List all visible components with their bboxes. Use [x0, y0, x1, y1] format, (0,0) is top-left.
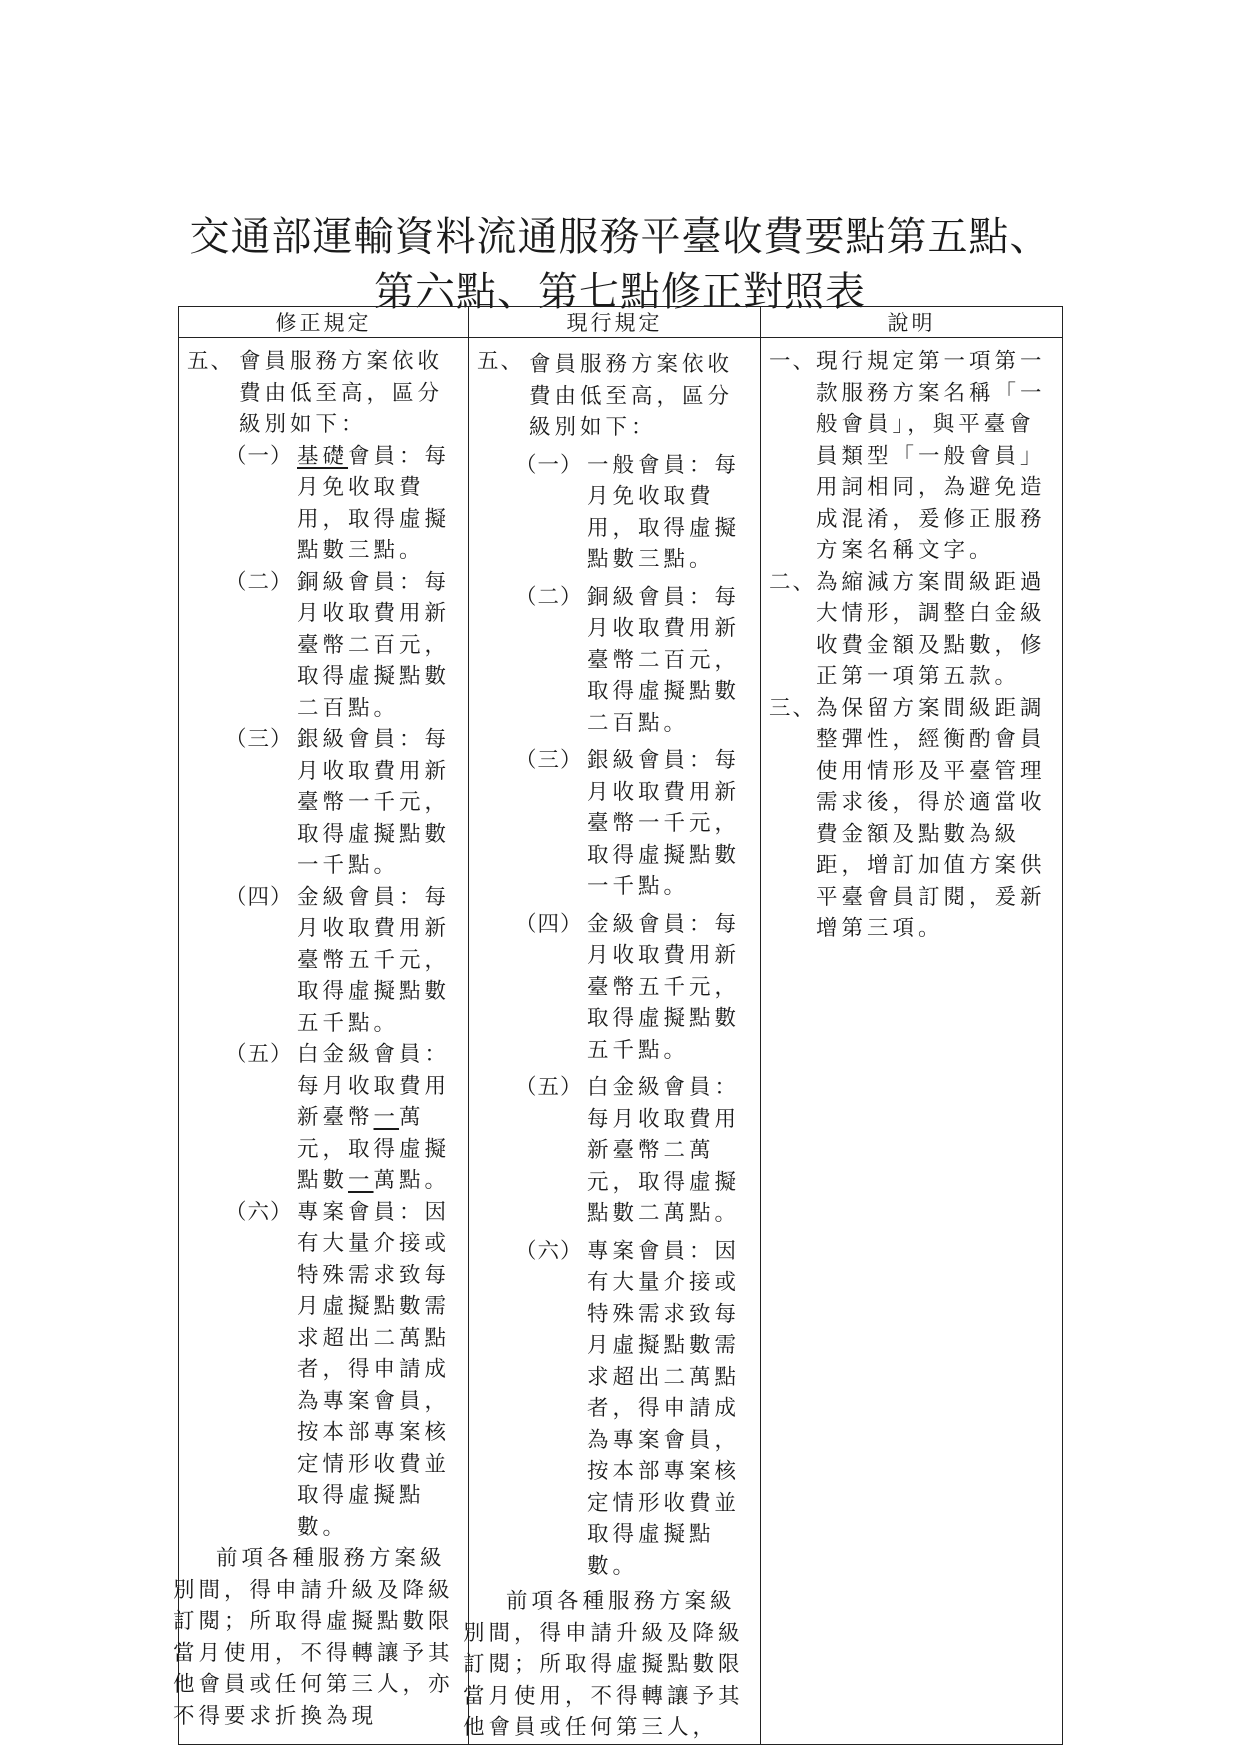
current-item — [515, 745, 750, 903]
amended-item-text — [297, 882, 458, 1040]
amended-item — [225, 567, 458, 725]
amended-item-text — [297, 1039, 458, 1197]
explanation-note-text: 為縮減方案間級距過大情形，調整白金級收費金額及點數，修正第一項第五款。 — [816, 569, 1046, 689]
document-title-line-2: 第六點、第七點修正對照表 — [374, 269, 866, 315]
current-item-text: 白金級會員：每月收取費用新臺幣二萬元，取得虛擬點數二萬點。 — [587, 1075, 741, 1226]
amended-item-text — [297, 724, 458, 882]
amended-item-number: （一） — [225, 443, 293, 469]
explanation-note-text: 為保留方案間級距調整彈性，經衡酌會員使用情形及平臺管理需求後，得於適當收費金額及點數為級距，增訂加值方案供平臺會員訂閱，爰新增第三項。 — [816, 695, 1046, 941]
amended-article-number: 五、 — [187, 349, 235, 374]
document-title-line-1: 交通部運輸資料流通服務平臺收費要點第五點、 — [189, 214, 1051, 260]
amended-paragraph: 前項各種服務方案級別間，得申請升級及降級訂閱；所取得虛擬點數限當月使用，不得轉讓予其他會員或任何第三人，亦不得要求折換為現 — [173, 1546, 454, 1729]
current-article — [477, 346, 750, 1582]
amended-item — [225, 1039, 458, 1197]
amended-article-lead: 會員服務方案依收費由低至高，區分級別如下： — [239, 349, 444, 437]
amended-underlined-text: 基礎 — [297, 443, 349, 469]
amended-text-segment: 萬元，取得虛擬點數 — [297, 1105, 451, 1193]
current-item-number: （三） — [515, 748, 583, 773]
amended-text-segment: 銅級會員：每月收取費用新臺幣二百元，取得虛擬點數二百點。 — [297, 569, 451, 721]
current-item — [515, 582, 750, 740]
amended-item — [225, 1197, 458, 1544]
amended-item-number: （四） — [225, 884, 293, 910]
current-item-number: （一） — [515, 452, 583, 478]
current-item — [515, 909, 750, 1067]
amended-text-segment: 會員：每月免收取費用，取得虛擬點數三點。 — [297, 443, 451, 563]
explanation-column — [761, 338, 1063, 1745]
current-item-number: （五） — [515, 1075, 583, 1100]
current-article-number: 五、 — [477, 349, 525, 374]
table-header-row — [179, 307, 1063, 338]
amended-text-segment: 專案會員：因有大量介接或特殊需求致每月虛擬點數需求超出二萬點者，得申請成為專案會員，按本部專案核定情形收費並取得虛擬點數。 — [297, 1199, 451, 1540]
explanation-note — [769, 693, 1052, 945]
amended-item-number: （五） — [225, 1042, 293, 1067]
amended-text-segment: 金級會員：每月收取費用新臺幣五千元，取得虛擬點數五千點。 — [297, 884, 451, 1036]
amended-item-text — [297, 441, 458, 567]
amended-text-segment: 萬點。 — [373, 1168, 451, 1193]
amended-item — [225, 882, 458, 1040]
amended-underlined-text: 一 — [373, 1105, 400, 1130]
current-item-number: （四） — [515, 911, 583, 937]
current-item-number: （二） — [515, 584, 583, 610]
amended-column — [173, 338, 469, 1745]
current-item-text: 金級會員：每月收取費用新臺幣五千元，取得虛擬點數五千點。 — [587, 911, 741, 1063]
current-item-text: 一般會員：每月免收取費用，取得虛擬點數三點。 — [587, 452, 741, 572]
explanation-note-text: 現行規定第一項第一款服務方案名稱「一般會員」，與平臺會員類型「一般會員」用詞相同，為避免造成混淆，爰修正服務方案名稱文字。 — [816, 349, 1046, 563]
amended-item-number: （六） — [225, 1199, 293, 1225]
amended-underlined-text: 一 — [348, 1168, 374, 1193]
current-items — [515, 450, 750, 1583]
explanation-note — [769, 567, 1052, 693]
amended-item-number: （二） — [225, 569, 293, 595]
current-column — [463, 338, 761, 1745]
amended-text-segment: 銀級會員：每月收取費用新臺幣一千元，取得虛擬點數一千點。 — [297, 727, 451, 878]
current-paragraph: 前項各種服務方案級別間，得申請升級及降級訂閱；所取得虛擬點數限當月使用，不得轉讓予其他會員或任何第三人， — [463, 1589, 744, 1740]
amended-items — [225, 441, 458, 1544]
current-item — [515, 1072, 750, 1230]
header-explanation: 說明 — [761, 307, 1063, 338]
amended-article — [187, 346, 458, 1543]
table-body-row — [179, 338, 1063, 1745]
explanation-note — [769, 346, 1052, 567]
current-item — [515, 1236, 750, 1583]
current-item-text: 銅級會員：每月收取費用新臺幣二百元，取得虛擬點數二百點。 — [587, 584, 741, 736]
header-amended: 修正規定 — [179, 307, 469, 338]
amended-item — [225, 724, 458, 882]
amended-item-text — [297, 1197, 458, 1544]
explanation-note-number: 二、 — [769, 569, 817, 595]
current-item-text: 銀級會員：每月收取費用新臺幣一千元，取得虛擬點數一千點。 — [587, 748, 741, 899]
amended-item — [225, 441, 458, 567]
amended-item-number: （三） — [225, 727, 293, 752]
comparison-table — [173, 306, 1063, 1745]
header-current: 現行規定 — [469, 307, 761, 338]
current-item-number: （六） — [515, 1238, 583, 1264]
current-item-text: 專案會員：因有大量介接或特殊需求致每月虛擬點數需求超出二萬點者，得申請成為專案會員，按本部專案核定情形收費並取得虛擬點數。 — [587, 1238, 741, 1579]
explanation-note-number: 一、 — [769, 349, 817, 374]
current-article-lead: 會員服務方案依收費由低至高，區分級別如下： — [529, 352, 734, 440]
current-item — [515, 450, 750, 576]
explanation-note-number: 三、 — [769, 695, 817, 721]
amended-text-segment: 白金級會員：每月收取費用新臺幣 — [297, 1042, 451, 1130]
amended-item-text — [297, 567, 458, 725]
